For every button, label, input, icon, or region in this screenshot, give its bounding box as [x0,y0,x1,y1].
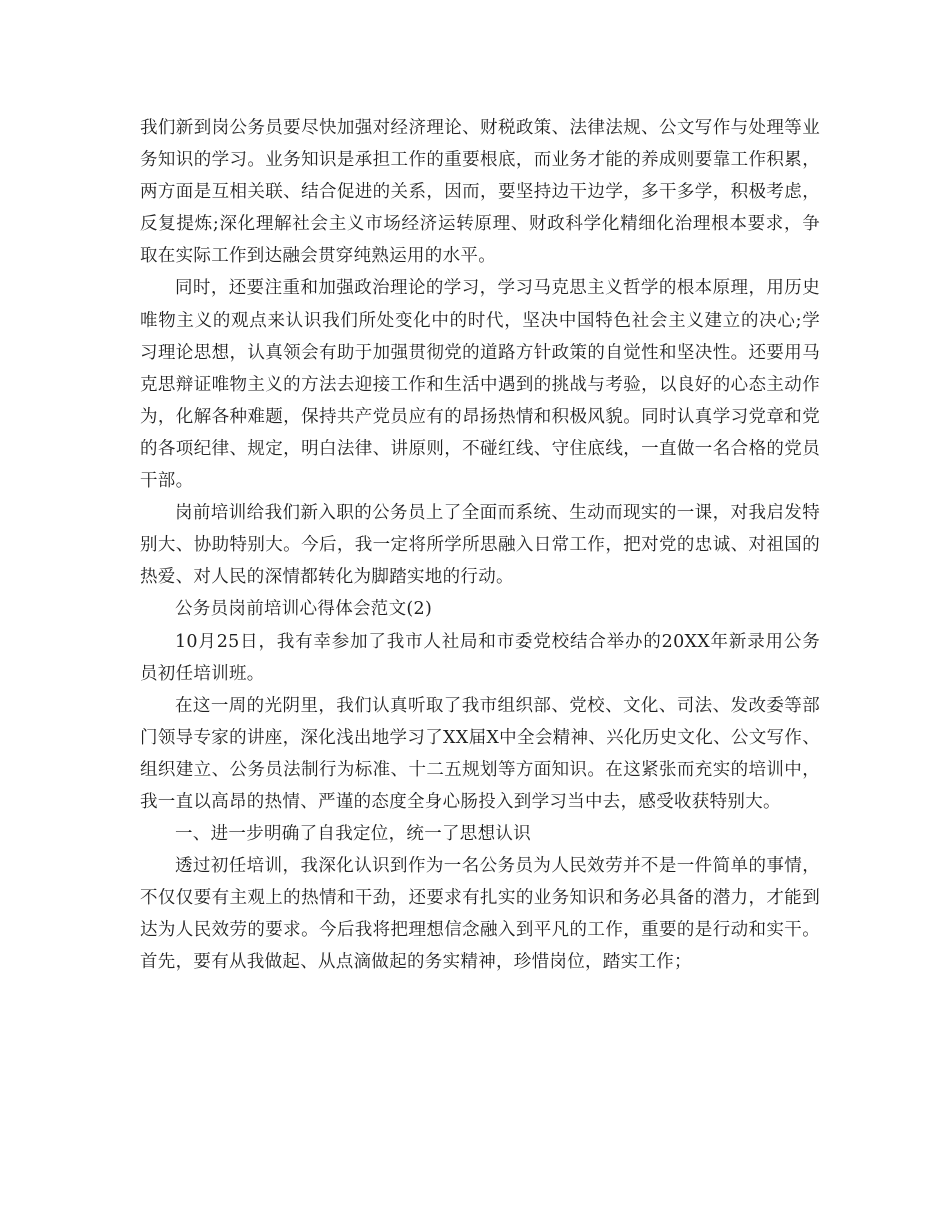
paragraph-4: 10月25日，我有幸参加了我市人社局和市委党校结合举办的20XX年新录用公务员初任培训班。 [140,631,820,684]
paragraph-3: 岗前培训给我们新入职的公务员上了全面而系统、生动而现实的一课，对我启发特别大、协助特别大。今后，我一定将所学所思融入日常工作，把对党的忠诚、对祖国的热爱、对人民的深情都转化为脚踏实地的行动。 [140,503,820,588]
section-title: 公务员岗前培训心得体会范文(2) [175,599,433,620]
paragraph-2: 同时，还要注重和加强政治理论的学习，学习马克思主义哲学的根本原理，用历史唯物主义的观点来认识我们所处变化中的时代，坚决中国特色社会主义建立的决心;学习理论思想，认真领会有助于加强贯彻党的道路方针政策的自觉性和坚决性。还要用马克思辩证唯物主义的方法去迎接工作和生活中遇到的挑战与考验，以良好的心态主动作为，化解各种难题，保持共产党员应有的昂扬热情和积极风貌。同时认真学习党章和党的各项纪律、规定，明白法律、讲原则，不碰红线、守住底线，一直做一名合格的党员干部。 [140,278,820,492]
section-heading: 一、进一步明确了自我定位，统一了思想认识 [175,824,531,845]
document-page [140,112,820,979]
paragraph-5: 在这一周的光阴里，我们认真听取了我市组织部、党校、文化、司法、发改委等部门领导专家的讲座，深化浅出地学习了XX届X中全会精神、兴化历史文化、公文写作、组织建立、公务员法制行为标准、十二五规划等方面知识。在这紧张而充实的培训中，我一直以高昂的热情、严谨的态度全身心肠投入到学习当中去，感受收获特别大。 [140,695,820,812]
paragraph-6: 透过初任培训，我深化认识到作为一名公务员为人民效劳并不是一件简单的事情，不仅仅要有主观上的热情和干劲，还要求有扎实的业务知识和务必具备的潜力，才能到达为人民效劳的要求。今后我将把理想信念融入到平凡的工作，重要的是行动和实干。首先，要有从我做起、从点滴做起的务实精神，珍惜岗位，踏实工作； [140,856,820,973]
paragraph-1: 我们新到岗公务员要尽快加强对经济理论、财税政策、法律法规、公文写作与处理等业务知识的学习。业务知识是承担工作的重要根底，而业务才能的养成则要靠工作积累，两方面是互相关联、结合促进的关系，因而，要坚持边干边学，多干多学，积极考虑，反复提炼;深化理解社会主义市场经济运转原理、财政科学化精细化治理根本要求，争取在实际工作到达融会贯穿纯熟运用的水平。 [140,118,820,267]
